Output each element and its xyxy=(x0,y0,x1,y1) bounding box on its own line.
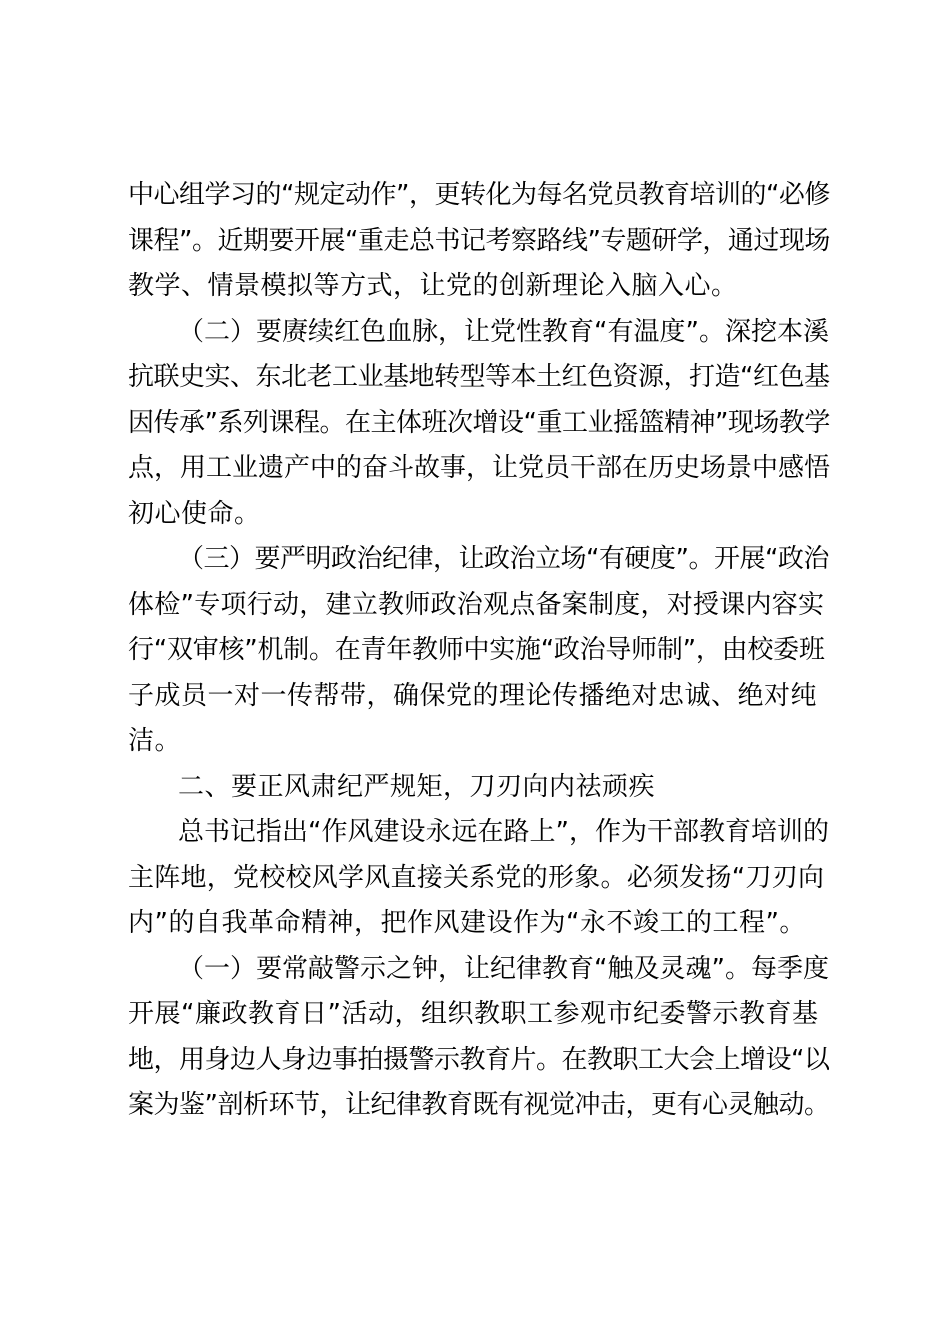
paragraph-5-line-3: 地，用身边人身边事拍摄警示教育片。在教职工大会上增设“以 xyxy=(128,1045,830,1075)
paragraph-4-line-2: 主阵地，党校校风学风直接关系党的形象。必须发扬“刀刃向 xyxy=(128,863,825,893)
paragraph-3-line-1: （三）要严明政治纪律，让政治立场“有硬度”。开展“政治 xyxy=(178,544,829,574)
paragraph-4-line-3: 内”的自我革命精神，把作风建设作为“永不竣工的工程”。 xyxy=(128,908,806,938)
section-heading: 二、要正风肃纪严规矩，刀刃向内祛顽疾 xyxy=(178,772,656,802)
paragraph-1-line-3: 教学、情景模拟等方式，让党的创新理论入脑入心。 xyxy=(128,271,738,301)
paragraph-2-line-4: 点，用工业遗产中的奋斗故事，让党员干部在历史场景中感悟 xyxy=(128,453,831,483)
paragraph-1-line-2: 课程”。近期要开展“重走总书记考察路线”专题研学，通过现场 xyxy=(128,226,830,256)
paragraph-3-line-3: 行“双审核”机制。在青年教师中实施“政治导师制”，由校委班 xyxy=(128,635,825,665)
paragraph-2-line-1: （二）要赓续红色血脉，让党性教育“有温度”。深挖本溪 xyxy=(178,317,829,347)
paragraph-5-line-1: （一）要常敲警示之钟，让纪律教育“触及灵魂”。每季度 xyxy=(178,954,829,984)
paragraph-2-line-2: 抗联史实、东北老工业基地转型等本土红色资源，打造“红色基 xyxy=(128,362,830,392)
paragraph-5-line-2: 开展“廉政教育日”活动，组织教职工参观市纪委警示教育基 xyxy=(128,999,819,1029)
paragraph-1-line-1: 中心组学习的“规定动作”，更转化为每名党员教育培训的“必修 xyxy=(128,180,830,210)
paragraph-2-line-3: 因传承”系列课程。在主体班次增设“重工业摇篮精神”现场教学 xyxy=(128,408,830,438)
paragraph-3-line-5: 洁。 xyxy=(128,726,182,756)
paragraph-5-line-4: 案为鉴”剖析环节，让纪律教育既有视觉冲击，更有心灵触动。 xyxy=(128,1090,830,1120)
paragraph-2-line-5: 初心使命。 xyxy=(128,499,261,529)
paragraph-3-line-2: 体检”专项行动，建立教师政治观点备案制度，对授课内容实 xyxy=(128,590,825,620)
paragraph-4-line-1: 总书记指出“作风建设永远在路上”，作为干部教育培训的 xyxy=(178,817,829,847)
paragraph-3-line-4: 子成员一对一传帮带，确保党的理论传播绝对忠诚、绝对纯 xyxy=(128,681,818,711)
